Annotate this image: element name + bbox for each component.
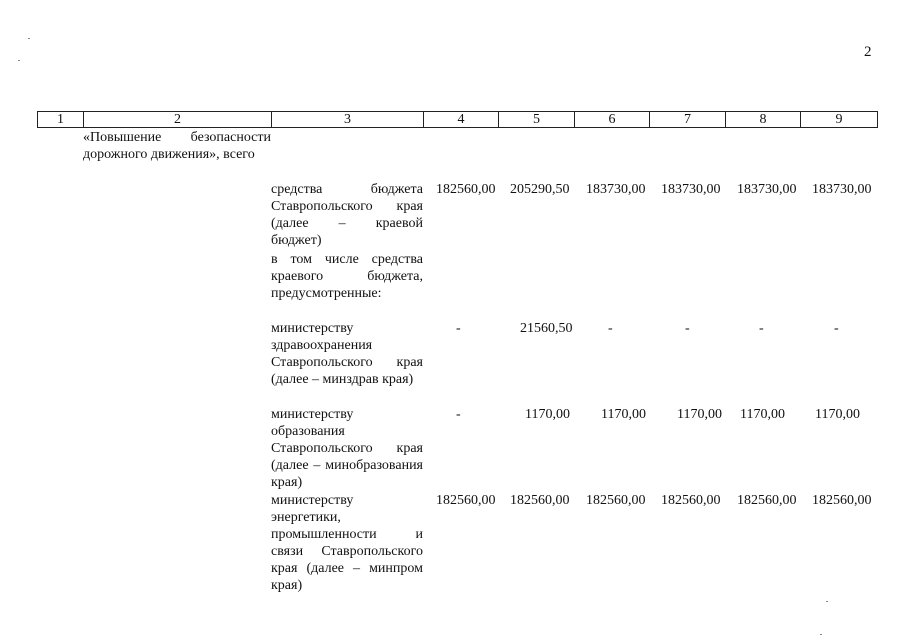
header-cell-1: 1 [38, 112, 84, 127]
row-4-value-col7: 182560,00 [661, 493, 721, 508]
header-cell-7: 7 [650, 112, 726, 127]
row-4-value-col5: 182560,00 [510, 493, 570, 508]
row-0-value-col9: 183730,00 [812, 182, 872, 197]
row-3-value-col8: 1170,00 [740, 407, 785, 422]
scan-speck [820, 634, 822, 635]
row-0-value-col7: 183730,00 [661, 182, 721, 197]
row-4-value-col4: 182560,00 [436, 493, 496, 508]
row-2-value-col7: - [685, 321, 690, 336]
header-cell-2: 2 [84, 112, 272, 127]
header-cell-5: 5 [499, 112, 575, 127]
row-3-value-col9: 1170,00 [815, 407, 860, 422]
row-0-value-col6: 183730,00 [586, 182, 646, 197]
program-title: «Повышение безопасности дорожного движения», всего [83, 130, 271, 162]
row-2-value-col6: - [608, 321, 613, 336]
row-2-value-col9: - [834, 321, 839, 336]
row-2-value-col5: 21560,50 [520, 321, 573, 336]
scan-speck [18, 60, 20, 61]
header-cell-3: 3 [272, 112, 424, 127]
row-label-energy-ministry: министерству энергетики, промышленности и связи Ставропольского края (далее – минпром края) [271, 493, 423, 593]
header-cell-4: 4 [424, 112, 499, 127]
row-3-value-col4: - [456, 407, 461, 422]
row-3-value-col6: 1170,00 [601, 407, 646, 422]
scan-speck [28, 38, 30, 39]
row-0-value-col8: 183730,00 [737, 182, 797, 197]
scan-speck [826, 601, 828, 602]
row-4-value-col6: 182560,00 [586, 493, 646, 508]
row-4-value-col8: 182560,00 [737, 493, 797, 508]
row-label-health-ministry: министерству здравоохранения Ставропольского края (далее – минздрав края) [271, 321, 423, 387]
row-4-value-col9: 182560,00 [812, 493, 872, 508]
row-0-value-col4: 182560,00 [436, 182, 496, 197]
row-label-regional-budget: средства бюджета Ставропольского края (далее – краевой бюджет) [271, 182, 423, 248]
row-2-value-col4: - [456, 321, 461, 336]
header-cell-6: 6 [575, 112, 650, 127]
table-header-row [37, 111, 878, 128]
row-2-value-col8: - [759, 321, 764, 336]
header-cell-8: 8 [726, 112, 801, 127]
row-label-including: в том числе средства краевого бюджета, предусмотренные: [271, 252, 423, 301]
row-3-value-col7: 1170,00 [677, 407, 722, 422]
header-cell-9: 9 [835, 112, 843, 127]
row-3-value-col5: 1170,00 [525, 407, 570, 422]
page-number: 2 [864, 44, 872, 60]
row-0-value-col5: 205290,50 [510, 182, 570, 197]
row-label-education-ministry: министерству образования Ставропольского края (далее – минобразования края) [271, 407, 423, 490]
